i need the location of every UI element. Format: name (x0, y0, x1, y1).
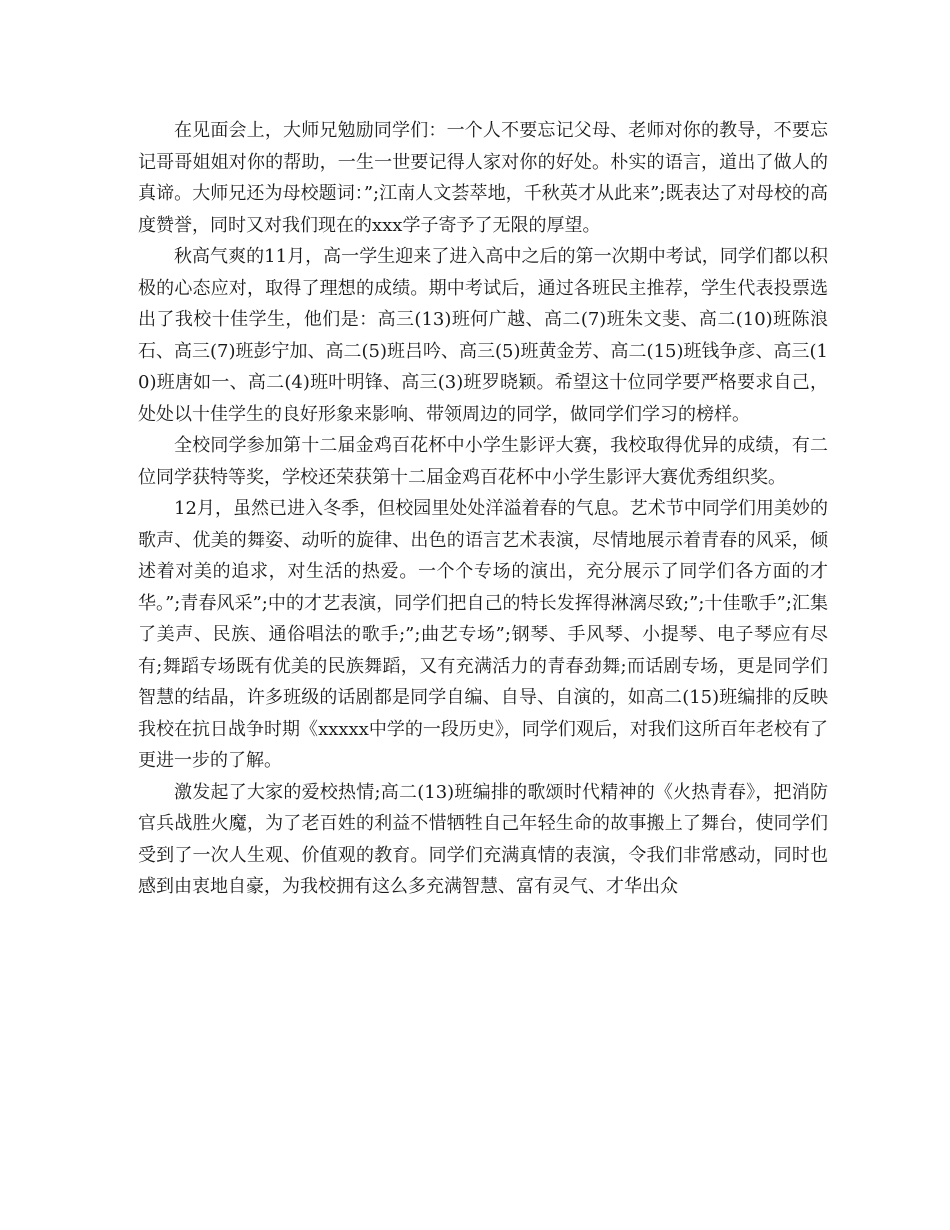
paragraph-school-spirit: 激发起了大家的爱校热情;高二(13)班编排的歌颂时代精神的《火热青春》，把消防官兵战胜火魔，为了老百姓的利益不惜牺牲自己年轻生命的故事搬上了舞台，使同学们受到了一次人生观、价值观的教育。同学们充满真情的表演，令我们非常感动，同时也感到由衷地自豪，为我校拥有这么多充满智慧、富有灵气、才华出众 (138, 781, 828, 897)
paragraph-midterm-exam: 秋高气爽的11月，高一学生迎来了进入高中之后的第一次期中考试，同学们都以积极的心态应对，取得了理想的成绩。期中考试后，通过各班民主推荐，学生代表投票选出了我校十佳学生，他们是：高三(13)班何广越、高二(7)班朱文斐、高二(10)班陈浪石、高三(7)班彭宁加、高二(5)班吕吟、高三(5)班黄金芳、高二(15)班钱争彦、高三(10)班唐如一、高二(4)班叶明锋、高三(3)班罗晓颖。希望这十位同学要严格要求自己，处处以十佳学生的良好形象来影响、带领周边的同学，做同学们学习的榜样。 (138, 246, 828, 425)
paragraph-art-festival: 12月，虽然已进入冬季，但校园里处处洋溢着春的气息。艺术节中同学们用美妙的歌声、优美的舞姿、动听的旋律、出色的语言艺术表演，尽情地展示着青春的风采，倾述着对美的追求，对生活的热爱。一个个专场的演出，充分展示了同学们各方面的才华。”;青春风采”;中的才艺表演，同学们把自己的特长发挥得淋漓尽致;”;十佳歌手”;汇集了美声、民族、通俗唱法的歌手;”;曲艺专场”;钢琴、手风琴、小提琴、电子琴应有尽有;舞蹈专场既有优美的民族舞蹈，又有充满活力的青春劲舞;而话剧专场，更是同学们智慧的结晶，许多班级的话剧都是同学自编、自导、自演的，如高二(15)班编排的反映我校在抗日战争时期《xxxxx中学的一段历史》，同学们观后，对我们这所百年老校有了更进一步的了解。 (138, 498, 828, 771)
paragraph-meeting: 在见面会上，大师兄勉励同学们：一个人不要忘记父母、老师对你的教导，不要忘记哥哥姐姐对你的帮助，一生一世要记得人家对你的好处。朴实的语言，道出了做人的真谛。大师兄还为母校题词：”;江南人文荟萃地，千秋英才从此来”;既表达了对母校的高度赞誉，同时又对我们现在的xxx学子寄予了无限的厚望。 (138, 120, 828, 236)
document-body (138, 115, 828, 903)
paragraph-film-review-contest: 全校同学参加第十二届金鸡百花杯中小学生影评大赛，我校取得优异的成绩，有二位同学获特等奖，学校还荣获第十二届金鸡百花杯中小学生影评大赛优秀组织奖。 (138, 435, 828, 488)
